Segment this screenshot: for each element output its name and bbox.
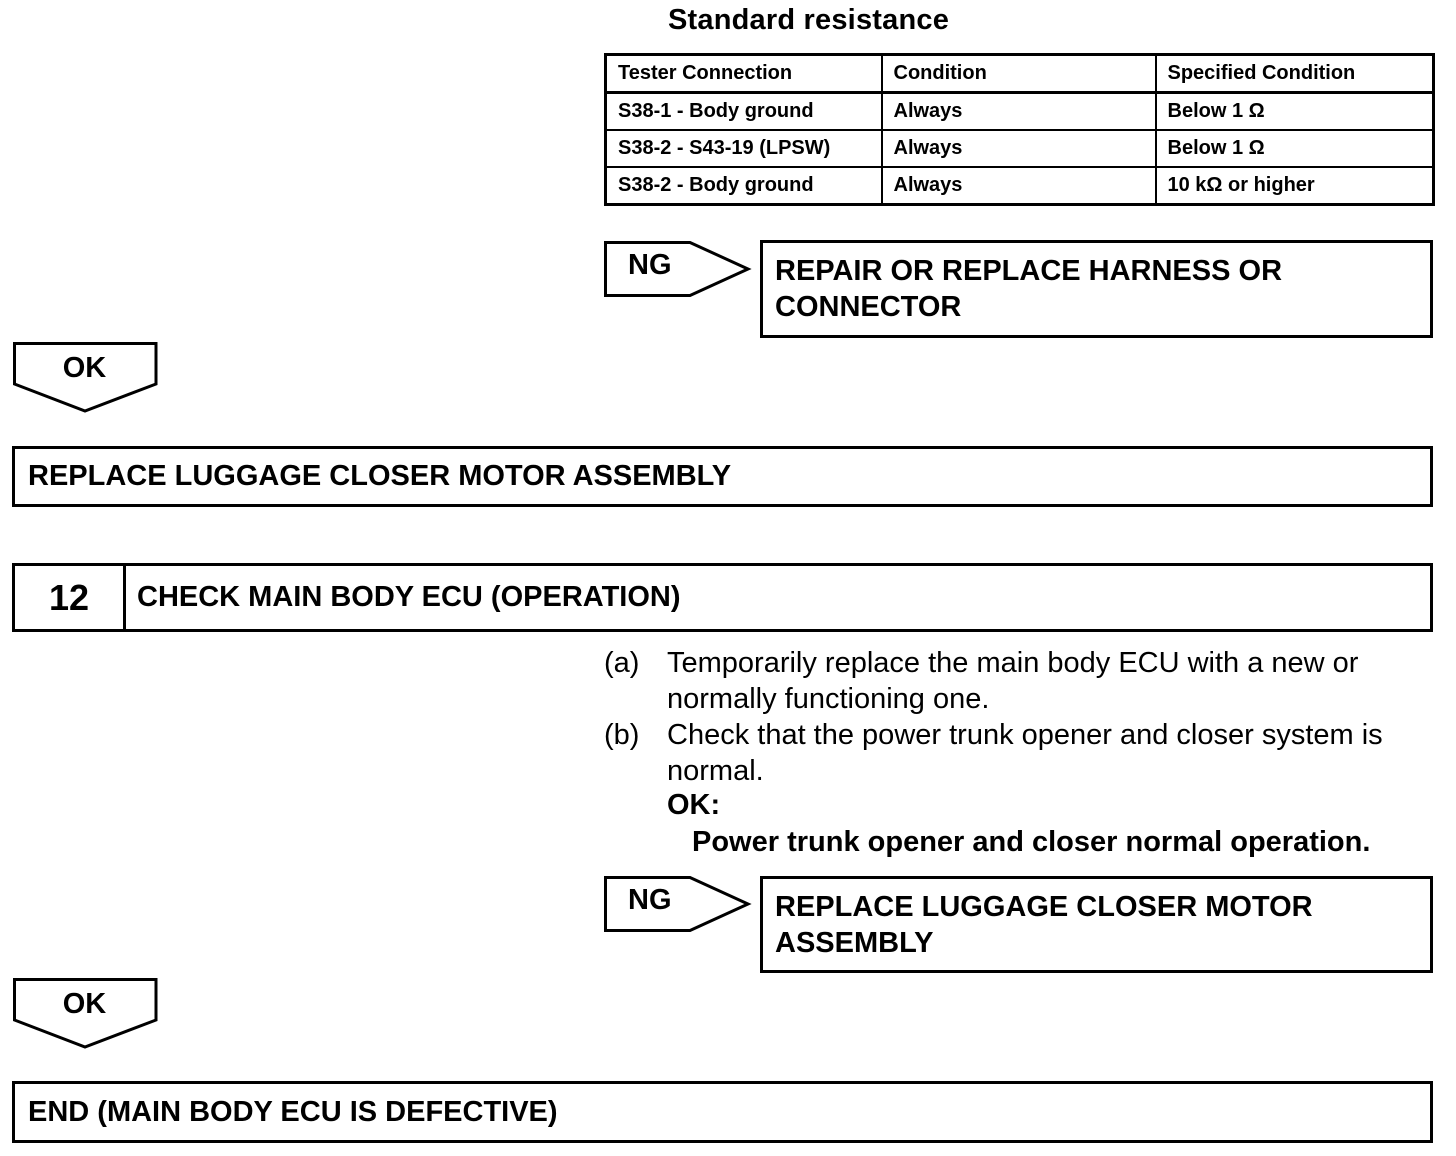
step-header	[12, 563, 1433, 632]
header-tester-connection: Tester Connection	[606, 55, 882, 93]
cell-tester-connection: S38-2 - S43-19 (LPSW)	[606, 130, 882, 167]
ng-label: NG	[628, 884, 672, 916]
header-specified-condition: Specified Condition	[1156, 55, 1434, 93]
instruction-text	[667, 645, 1437, 717]
cell-tester-connection: S38-1 - Body ground	[606, 93, 882, 131]
ok-result-box	[12, 446, 1433, 507]
cell-specified-condition: 10 kΩ or higher	[1156, 167, 1434, 205]
table-row	[606, 130, 1434, 167]
ng-arrow-tag	[604, 241, 750, 297]
cell-condition: Always	[882, 167, 1156, 205]
table-row	[606, 167, 1434, 205]
ok-arrow-tag	[13, 342, 159, 414]
right-arrow-icon	[604, 241, 752, 299]
step-number: 12	[15, 566, 126, 629]
cell-condition: Always	[882, 93, 1156, 131]
cell-condition: Always	[882, 130, 1156, 167]
ng-result-line: ASSEMBLY	[775, 927, 934, 959]
table-row	[606, 93, 1434, 131]
ng-result-line: REPLACE LUGGAGE CLOSER MOTOR	[775, 891, 1313, 923]
ng-label: NG	[628, 249, 672, 281]
ng-arrow-tag	[604, 876, 750, 932]
ok-arrow-tag	[13, 978, 159, 1050]
instruction-letter: (a)	[604, 647, 640, 679]
ok-result-text: REPLACE LUGGAGE CLOSER MOTOR ASSEMBLY	[28, 460, 732, 492]
instruction-text	[667, 717, 1437, 789]
resistance-table	[604, 53, 1435, 206]
instruction-line: Temporarily replace the main body ECU with a new or	[667, 647, 1359, 679]
cell-tester-connection: S38-2 - Body ground	[606, 167, 882, 205]
instruction-item	[604, 645, 1444, 717]
instruction-letter: (b)	[604, 719, 640, 751]
instruction-line: normally functioning one.	[667, 683, 990, 715]
instruction-line: normal.	[667, 755, 764, 787]
end-result-text: END (MAIN BODY ECU IS DEFECTIVE)	[28, 1095, 558, 1128]
ng-result-box	[760, 876, 1433, 973]
cell-specified-condition: Below 1 Ω	[1156, 93, 1434, 131]
instruction-line: Check that the power trunk opener and closer system is	[667, 719, 1383, 751]
table-header-row	[606, 55, 1434, 93]
cell-specified-condition: Below 1 Ω	[1156, 130, 1434, 167]
right-arrow-icon	[604, 876, 752, 934]
ok-criteria-description: Power trunk opener and closer normal operation.	[692, 826, 1371, 858]
ok-label: OK	[62, 352, 107, 384]
header-condition: Condition	[882, 55, 1156, 93]
ng-result-line: CONNECTOR	[775, 291, 962, 323]
instruction-item	[604, 717, 1444, 789]
ng-result-line: REPAIR OR REPLACE HARNESS OR	[775, 255, 1283, 287]
ok-criteria-heading: OK:	[667, 789, 721, 821]
ok-label: OK	[62, 988, 107, 1020]
standard-resistance-title: Standard resistance	[668, 4, 950, 36]
end-result-box	[12, 1081, 1433, 1143]
ng-result-box	[760, 240, 1433, 338]
step-title: CHECK MAIN BODY ECU (OPERATION)	[137, 581, 681, 613]
